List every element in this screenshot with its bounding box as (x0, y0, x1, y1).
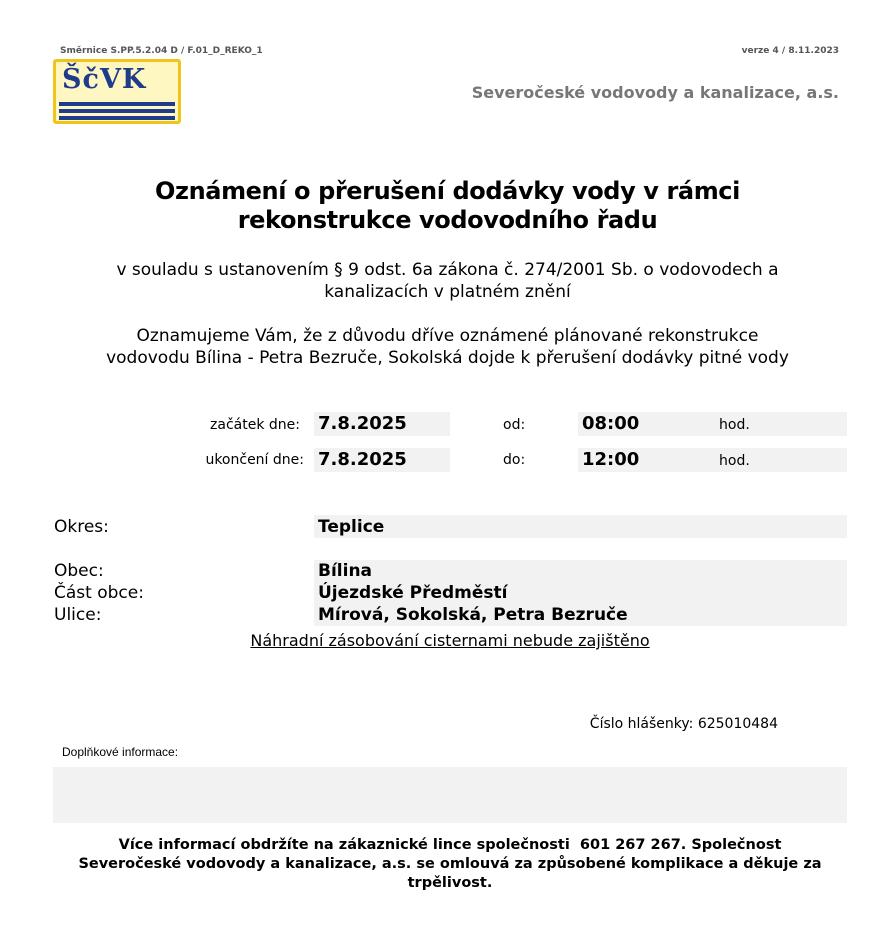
end-time-value: 12:00 (582, 449, 640, 470)
logo-stripe (59, 109, 175, 113)
start-time-unit: hod. (719, 417, 750, 433)
announcement-line-2: vodovodu Bílina - Petra Bezruče, Sokolská dojde k přerušení dodávky pitné vody (106, 348, 789, 368)
district-value: Teplice (318, 517, 385, 537)
title-line-2: rekonstrukce vodovodního řadu (237, 206, 658, 234)
footer-note (40, 836, 860, 893)
announcement-line-1: Oznamujeme Vám, že z důvodu dříve oznámené plánované rekonstrukce (136, 326, 759, 346)
district-label: Okres: (54, 517, 109, 537)
additional-info-label: Doplňkové informace: (62, 745, 179, 759)
footer-line-2: Severočeské vodovody a kanalizace, a.s. se omlouvá za způsobené komplikace a děkuje za (78, 856, 822, 872)
logo-stripe (59, 102, 175, 106)
report-number: Číslo hlášenky: 625010484 (589, 716, 778, 732)
municipality-value: Bílina (318, 561, 373, 581)
additional-info-box (53, 767, 847, 823)
end-time-unit: hod. (719, 453, 750, 469)
page-title (0, 177, 895, 235)
logo-text: ŠčVK (62, 64, 147, 95)
municipality-label: Obec: (54, 561, 104, 581)
streets-value: Mírová, Sokolská, Petra Bezruče (318, 605, 628, 625)
start-time-value: 08:00 (582, 413, 640, 434)
company-name: Severočeské vodovody a kanalizace, a.s. (471, 83, 839, 102)
supply-note: Náhradní zásobování cisternami nebude zajištěno (250, 631, 650, 650)
end-date-label: ukončení dne: (205, 452, 304, 468)
scvk-logo (53, 59, 181, 124)
end-date-value: 7.8.2025 (318, 449, 407, 470)
streets-label: Ulice: (54, 605, 102, 625)
footer-line-1: Více informací obdržíte na zákaznické lince společnosti 601 267 267. Společnost (118, 837, 782, 853)
municipality-part-label: Část obce: (54, 583, 144, 603)
logo-stripe (59, 116, 175, 120)
footer-line-3: trpělivost. (407, 875, 493, 891)
version-label: verze 4 / 8.11.2023 (741, 46, 839, 56)
start-date-value: 7.8.2025 (318, 413, 407, 434)
municipality-part-value: Újezdské Předměstí (318, 583, 508, 603)
start-time-label: od: (503, 417, 526, 433)
end-time-label: do: (503, 452, 526, 468)
legal-line-1: v souladu s ustanovením § 9 odst. 6a zákona č. 274/2001 Sb. o vodovodech a (116, 260, 779, 280)
start-date-label: začátek dne: (210, 417, 300, 433)
title-line-1: Oznámení o přerušení dodávky vody v rámci (155, 177, 740, 205)
district-box (314, 515, 847, 538)
legal-basis (0, 259, 895, 303)
legal-line-2: kanalizacích v platném znění (324, 282, 571, 302)
announcement (0, 325, 895, 369)
directive-code: Směrnice S.PP.5.2.04 D / F.01_D_REKO_1 (60, 46, 263, 56)
